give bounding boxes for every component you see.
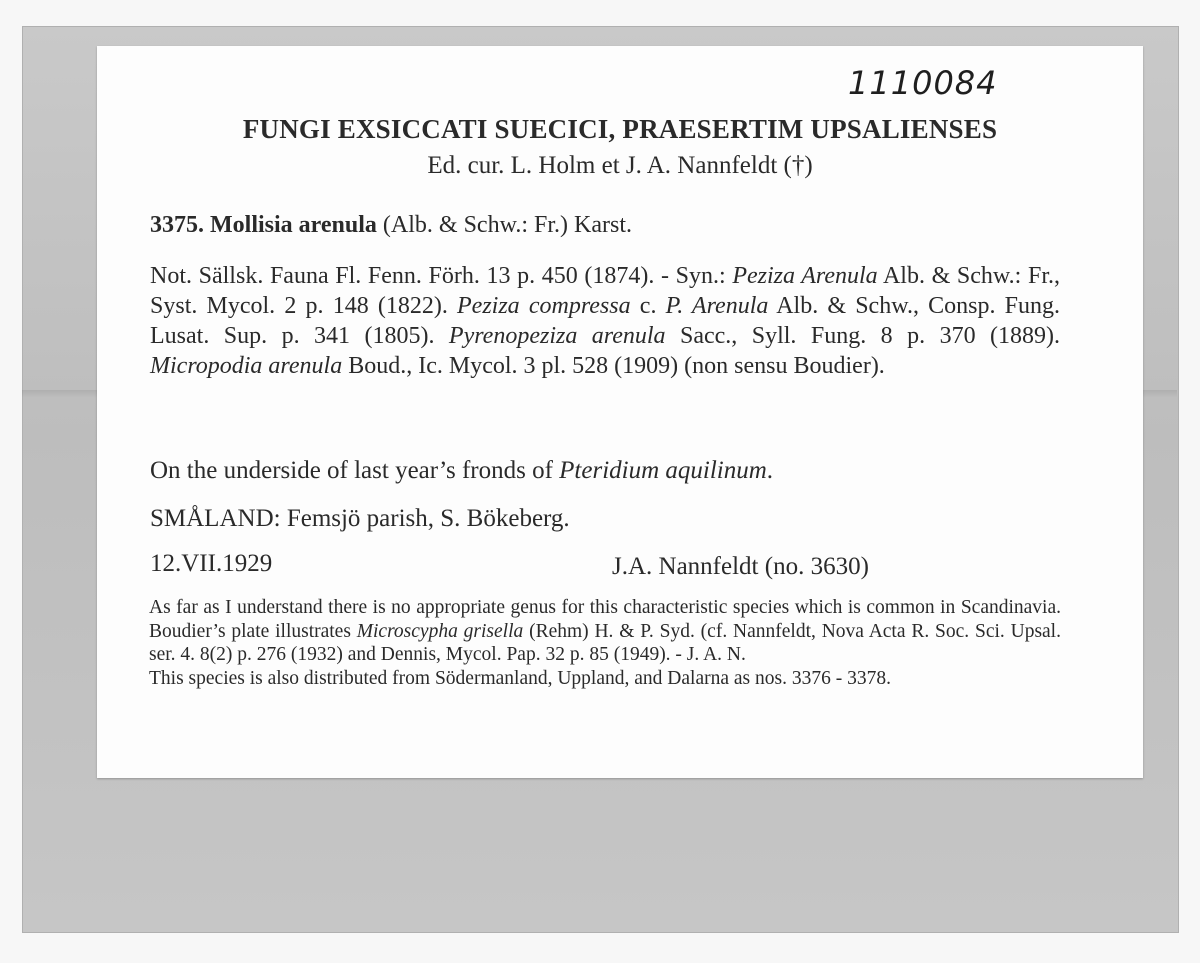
- note-distribution: This species is also distributed from Södermanland, Uppland, and Dalarna as nos. 3376 - 3378.: [149, 667, 891, 689]
- synonym-name: Peziza Arenula: [732, 263, 878, 289]
- synonym-name: Peziza compressa: [457, 293, 631, 319]
- synonymy-text: Boud., Ic. Mycol. 3 pl. 528 (1909) (non sensu Boudier).: [342, 353, 885, 379]
- locality-line: SMÅLAND: Femsjö parish, S. Bökeberg.: [150, 505, 570, 532]
- habitat-text: On the underside of last year’s fronds of: [150, 457, 560, 484]
- collector: J.A. Nannfeldt (no. 3630): [612, 553, 869, 580]
- note-text: As far as I understand there is no appropriate genus for this characteristic species which is common in Scandinavia. Boudier’s plate illustrates: [149, 597, 1061, 642]
- synonym-name: P. Arenula: [665, 293, 769, 319]
- habitat-line: [150, 457, 773, 485]
- synonymy-text: Sacc., Syll. Fung. 8 p. 370 (1889).: [665, 323, 1061, 349]
- series-title: FUNGI EXSICCATI SUECICI, PRAESERTIM UPSALIENSES: [242, 114, 998, 144]
- species-heading: [150, 212, 632, 239]
- editorial-note: [149, 596, 1061, 690]
- synonymy-paragraph: [150, 261, 1060, 381]
- habitat-end: .: [766, 457, 774, 484]
- synonymy-text: Not. Sällsk. Fauna Fl. Fenn. Förh. 13 p. 450 (1874). - Syn.:: [150, 263, 733, 289]
- editors-line: Ed. cur. L. Holm et J. A. Nannfeldt (†): [427, 152, 813, 179]
- species-authority: (Alb. & Schw.: Fr.) Karst.: [382, 212, 632, 238]
- collection-date: 12.VII.1929: [150, 550, 273, 577]
- synonym-name: Pyrenopeziza arenula: [448, 323, 666, 349]
- note-species: Microscypha grisella: [356, 620, 524, 642]
- synonym-name: Micropodia arenula: [150, 353, 343, 379]
- accession-number: 1110084: [848, 64, 998, 102]
- synonymy-text: Alb. & Schw., Consp. Fung. Lusat. Sup. p. 341 (1805).: [150, 293, 1061, 349]
- species-name: 3375. Mollisia arenula: [150, 212, 377, 238]
- synonymy-text: Alb. & Schw.: Fr., Syst. Mycol. 2 p. 148 (1822).: [150, 263, 1060, 319]
- synonymy-text: c.: [630, 293, 666, 319]
- host-species: Pteridium aquilinum: [559, 457, 767, 484]
- note-text: (Rehm) H. & P. Syd. (cf. Nannfeldt, Nova Acta R. Soc. Sci. Upsal. ser. 4. 8(2) p. 276 (1932) and Dennis, Mycol. Pap. 32 p. 85 (1949). - J. A. N.: [149, 620, 1061, 665]
